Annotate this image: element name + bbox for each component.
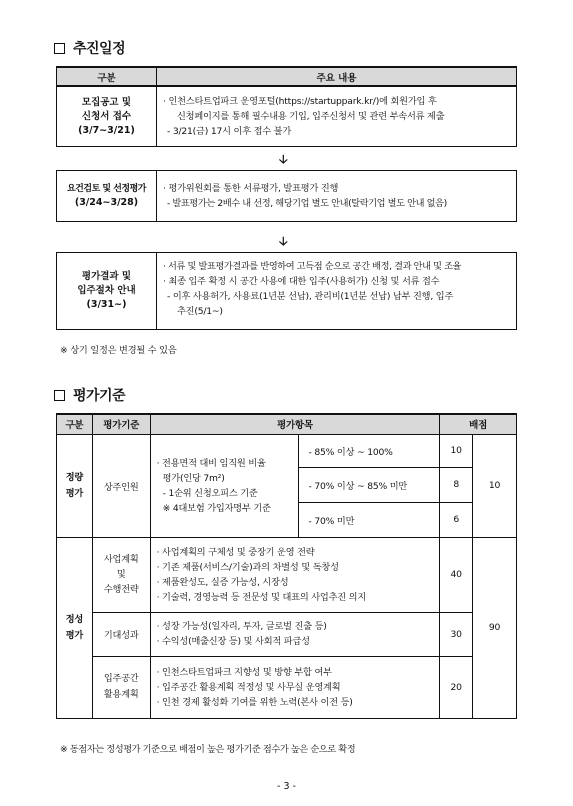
down-arrow-icon: 🡣 bbox=[279, 152, 288, 166]
step-label: 요건검토 및 선정평가 (3/24~3/28) bbox=[57, 171, 157, 221]
quant-level: - 70% 미만 bbox=[298, 502, 440, 537]
qual-score: 20 bbox=[440, 656, 473, 718]
schedule-step-1 bbox=[56, 86, 517, 147]
header-criteria: 평가기준 bbox=[92, 414, 150, 434]
evaluation-table bbox=[56, 413, 517, 719]
quant-level: - 70% 이상 ~ 85% 미만 bbox=[298, 467, 440, 502]
checkbox-square-icon bbox=[54, 390, 65, 401]
qual-items: · 인천스타트업파크 지향성 및 방향 부합 여부 · 입주공간 활용계획 적정성 및 사무실 운영계획 · 인천 경제 활성화 기여를 위한 노력(본사 이전 등) bbox=[150, 656, 440, 718]
schedule-section-title: 추진일정 bbox=[54, 38, 125, 58]
quant-criteria: 상주인원 bbox=[92, 434, 150, 537]
qual-items: · 사업계획의 구체성 및 중장기 운영 전략 · 기존 제품(서비스/기술)과의 차별성 및 독창성 · 제품완성도, 실증 가능성, 시장성 · 기술력, 경영능력 등 전문성 및 대표의 사업추진 의지 bbox=[150, 537, 440, 612]
qual-criteria: 사업계획 및 수행전략 bbox=[92, 537, 150, 612]
step-content: · 평가위원회를 통한 서류평가, 발표평가 진행 - 발표평가는 2배수 내 선정, 해당기업 별도 안내(탈락기업 별도 안내 없음) bbox=[163, 183, 447, 209]
qual-category: 정성 평가 bbox=[57, 537, 93, 718]
table-row bbox=[57, 612, 517, 656]
evaluation-header-row bbox=[57, 414, 517, 434]
evaluation-note: ※ 동점자는 정성평가 기준으로 배점이 높은 평가기준 점수가 높은 순으로 확정 bbox=[60, 744, 356, 755]
page-number: - 3 - bbox=[277, 781, 296, 792]
qual-criteria: 기대성과 bbox=[92, 612, 150, 656]
qual-criteria: 입주공간 활용계획 bbox=[92, 656, 150, 718]
checkbox-square-icon bbox=[54, 43, 65, 54]
step-content: · 인천스타트업파크 운영포털(https://startuppark.kr/)에 회원가입 후 신청페이지를 통해 필수내용 기입, 입주신청서 및 관련 부속서류 제출 - 3/21(금) 17시 이후 접수 불가 bbox=[163, 96, 445, 137]
table-row bbox=[57, 434, 517, 467]
qual-items: · 성장 가능성(일자리, 투자, 글로벌 진출 등) · 수익성(매출신장 등) 및 사회적 파급성 bbox=[150, 612, 440, 656]
step-label: 모집공고 및 신청서 접수 (3/7~3/21) bbox=[57, 87, 157, 146]
header-content: 주요 내용 bbox=[316, 72, 357, 84]
evaluation-section-title: 평가기준 bbox=[54, 385, 125, 405]
header-category: 구분 bbox=[57, 414, 93, 434]
quant-level: - 85% 이상 ~ 100% bbox=[298, 434, 440, 467]
schedule-step-2 bbox=[56, 170, 517, 222]
step-label: 평가결과 및 입주절차 안내 (3/31~) bbox=[57, 253, 157, 329]
quant-level-score: 10 bbox=[440, 434, 473, 467]
quant-level-score: 8 bbox=[440, 467, 473, 502]
qual-total-score: 90 bbox=[473, 537, 517, 718]
quant-description: · 전용면적 대비 임직원 비율 평가(인당 7m²) - 1순위 신청오피스 기준 ※ 4대보험 가입자명부 기준 bbox=[150, 434, 298, 537]
schedule-table-header bbox=[56, 66, 517, 86]
table-row bbox=[57, 656, 517, 718]
schedule-step-3 bbox=[56, 252, 517, 330]
quant-total-score: 10 bbox=[473, 434, 517, 537]
header-items: 평가항목 bbox=[150, 414, 440, 434]
quant-level-score: 6 bbox=[440, 502, 473, 537]
header-score: 배점 bbox=[440, 414, 517, 434]
down-arrow-icon: 🡣 bbox=[279, 234, 288, 248]
qual-score: 30 bbox=[440, 612, 473, 656]
header-category: 구분 bbox=[57, 68, 157, 85]
step-content: · 서류 및 발표평가결과를 반영하여 고득점 순으로 공간 배정, 결과 안내 및 조율 · 최종 입주 확정 시 공간 사용에 대한 입주(사용허가) 신청 및 서류 접수 - 이후 사용허가, 사용료(1년분 선납), 관리비(1년분 선납) 납부 진행, 입주 추진(5/1~) bbox=[163, 261, 462, 317]
table-row bbox=[57, 537, 517, 612]
schedule-note: ※ 상기 일정은 변경될 수 있음 bbox=[60, 345, 177, 356]
qual-score: 40 bbox=[440, 537, 473, 612]
quant-category: 정량 평가 bbox=[57, 434, 93, 537]
